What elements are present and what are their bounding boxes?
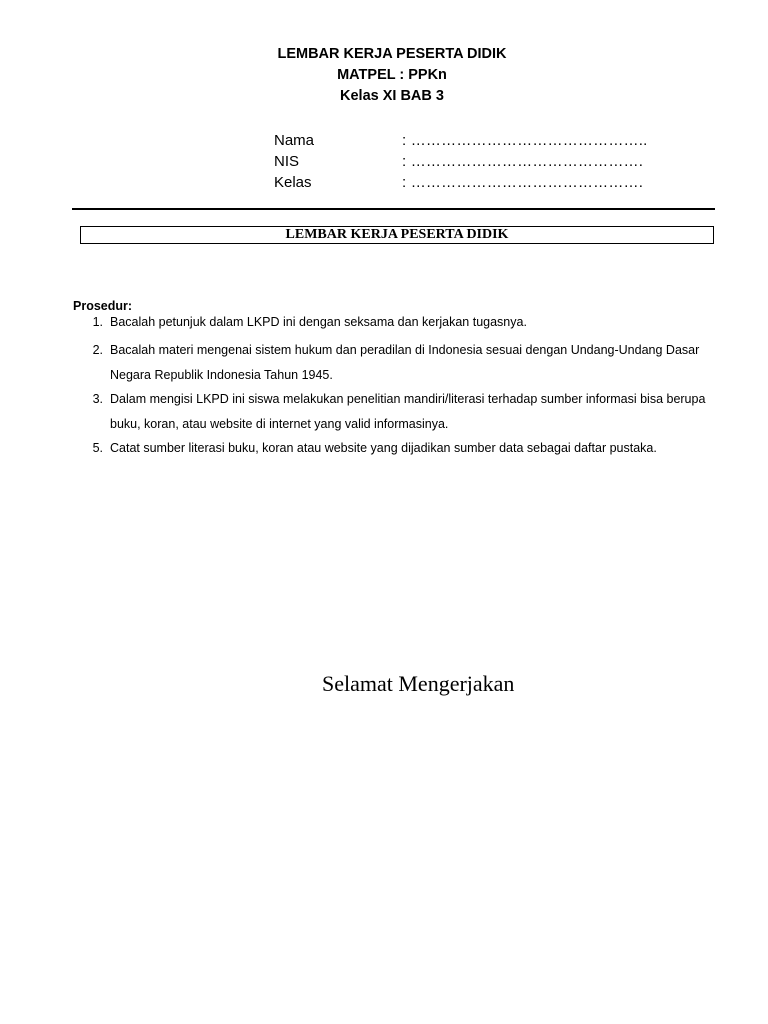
document-header (0, 44, 768, 107)
procedure-heading: Prosedur: (73, 299, 133, 313)
identity-row-nama (274, 130, 647, 151)
header-title: LEMBAR KERJA PESERTA DIDIK (277, 46, 507, 62)
procedure-item-number: 5. (92, 441, 103, 455)
identity-label-nis: NIS (274, 153, 300, 170)
procedure-item (73, 314, 713, 331)
identity-row-nis (274, 151, 647, 172)
student-identity-block (274, 130, 647, 193)
identity-row-kelas (274, 172, 647, 193)
procedure-item-text: Bacalah materi mengenai sistem hukum dan peradilan di Indonesia sesuai dengan Undang-Undang Dasar Negara Republik Indonesia Tahun 1945. (110, 343, 700, 382)
identity-field-nis: : ………………………………………. (402, 153, 644, 170)
header-divider (72, 208, 715, 210)
worksheet-title: LEMBAR KERJA PESERTA DIDIK (285, 227, 509, 242)
procedure-item-number: 3. (92, 392, 103, 406)
procedure-section (73, 298, 713, 461)
procedure-item (73, 387, 713, 436)
identity-label-kelas: Kelas (274, 174, 312, 191)
procedure-item-text: Catat sumber literasi buku, koran atau website yang dijadikan sumber data sebagai daftar pustaka. (110, 441, 657, 455)
procedure-item-number: 1. (92, 315, 103, 329)
procedure-list (73, 314, 713, 461)
header-class: Kelas XI BAB 3 (340, 88, 444, 104)
identity-field-kelas: : ………………………………………. (402, 174, 644, 191)
procedure-item (73, 436, 713, 461)
worksheet-title-box (80, 226, 714, 244)
header-subject: MATPEL : PPKn (337, 67, 447, 83)
procedure-item (73, 338, 713, 387)
identity-field-nama: : ……………………………………….. (402, 132, 648, 149)
identity-label-nama: Nama (274, 132, 315, 149)
closing-message: Selamat Mengerjakan (322, 671, 515, 696)
procedure-item-text: Bacalah petunjuk dalam LKPD ini dengan seksama dan kerjakan tugasnya. (110, 315, 527, 329)
procedure-item-number: 2. (92, 343, 103, 357)
procedure-item-text: Dalam mengisi LKPD ini siswa melakukan penelitian mandiri/literasi terhadap sumber informasi bisa berupa buku, koran, atau website di internet yang valid informasinya. (110, 392, 706, 431)
